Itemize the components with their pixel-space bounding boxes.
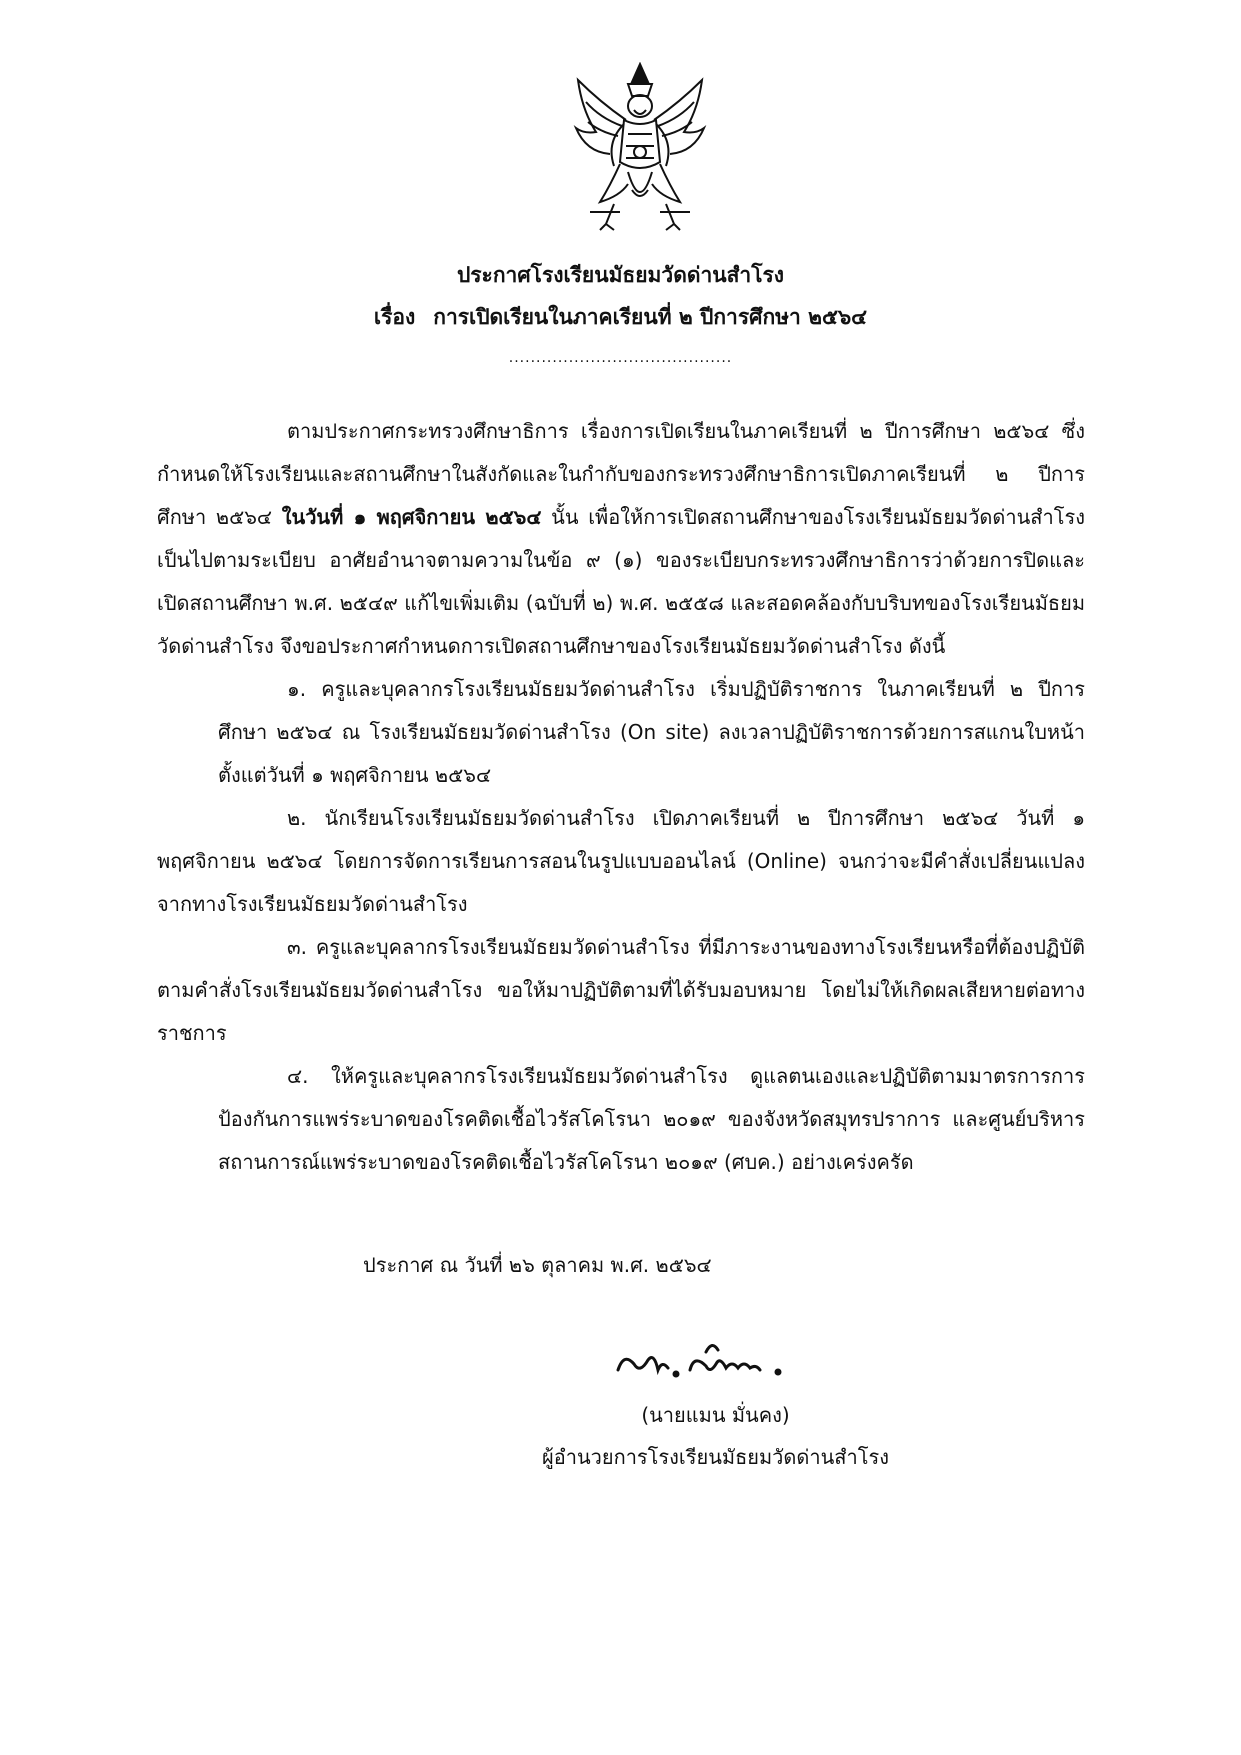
page-title: ประกาศโรงเรียนมัธยมวัดด่านสำโรง [456, 263, 785, 287]
item-number: ๓. [287, 935, 308, 959]
list-item-3 [157, 926, 1085, 1055]
preamble-part1: ตามประกาศกระทรวงศึกษาธิการ เรื่องการเปิดเรียนในภาคเรียนที่ ๒ ปีการศึกษา ๒๕๖๔ ซึ่งกำหนดให้โรงเรียนและสถานศึกษาในสังกัดและในกำกับของกระทรวงศึกษาธิการเปิดภาคเรียนที่ ๒ ปีการศึกษา ๒๕๖๔ [157, 419, 1085, 529]
item-text: ให้ครูและบุคลากรโรงเรียนมัธยมวัดด่านสำโรง ดูแลตนเองและปฏิบัติตามมาตรการการป้องกันการแพร่ระบาดของโรคติดเชื้อไวรัสโคโรนา ๒๐๑๙ ของจังหวัดสมุทรปราการ และศูนย์บริหารสถานการณ์แพร่ระบาดของโรคติดเชื้อไวรัสโคโรนา ๒๐๑๙ (ศบค.) อย่างเคร่งครัด [218, 1064, 1085, 1174]
announcement-body [157, 410, 1085, 1184]
signature-icon [610, 1330, 800, 1390]
list-item-1 [157, 668, 1085, 797]
garuda-emblem-icon [570, 62, 710, 234]
subject-line [0, 302, 1241, 332]
preamble-paragraph [157, 410, 1085, 668]
subject-label: เรื่อง [373, 305, 416, 329]
item-text: ครูและบุคลากรโรงเรียนมัธยมวัดด่านสำโรง ที่มีภาระงานของทางโรงเรียนหรือที่ต้องปฏิบัติตามคำสั่งโรงเรียนมัธยมวัดด่านสำโรง ขอให้มาปฏิบัติตามที่ได้รับมอบหมาย โดยไม่ให้เกิดผลเสียหายต่อทางราชการ [157, 935, 1086, 1045]
item-number: ๔. [287, 1064, 309, 1088]
signer-position: ผู้อำนวยการโรงเรียนมัธยมวัดด่านสำโรง [542, 1445, 889, 1469]
item-text: ครูและบุคลากรโรงเรียนมัธยมวัดด่านสำโรง เริ่มปฏิบัติราชการ ในภาคเรียนที่ ๒ ปีการศึกษา ๒๕๖๔ ณ โรงเรียนมัธยมวัดด่านสำโรง (On site) ลงเวลาปฏิบัติราชการด้วยการสแกนใบหน้า ตั้งแต่วันที่ ๑ พฤศจิกายน ๒๕๖๔ [218, 677, 1086, 787]
item-number: ๒. [287, 806, 307, 830]
subject-text: การเปิดเรียนในภาคเรียนที่ ๒ ปีการศึกษา ๒๕๖๔ [433, 305, 868, 329]
list-item-2 [157, 797, 1085, 926]
item-number: ๑. [287, 677, 307, 701]
item-text: นักเรียนโรงเรียนมัธยมวัดด่านสำโรง เปิดภาคเรียนที่ ๒ ปีการศึกษา ๒๕๖๔ วันที่ ๑ พฤศจิกายน ๒๕๖๔ โดยการจัดการเรียนการสอนในรูปแบบออนไลน์ (Online) จนกว่าจะมีคำสั่งเปลี่ยนแปลงจากทางโรงเรียนมัธยมวัดด่านสำโรง [157, 806, 1086, 916]
dotted-separator: ......................................... [508, 350, 733, 366]
preamble-part2: นั้น เพื่อให้การเปิดสถานศึกษาของโรงเรียนมัธยมวัดด่านสำโรงเป็นไปตามระเบียบ อาศัยอำนาจตามความในข้อ ๙ (๑) ของระเบียบกระทรวงศึกษาธิการว่าด้วยการปิดและเปิดสถานศึกษา พ.ศ. ๒๕๔๙ แก้ไขเพิ่มเติม (ฉบับที่ ๒) พ.ศ. ๒๕๕๘ และสอดคล้องกับบริบทของโรงเรียนมัธยมวัดด่านสำโรง จึงขอประกาศกำหนดการเปิดสถานศึกษาของโรงเรียนมัธยมวัดด่านสำโรง ดังนี้ [157, 505, 1085, 658]
signer-name: (นายแมน มั่นคง) [641, 1403, 790, 1427]
opening-date-bold: ในวันที่ ๑ พฤศจิกายน ๒๕๖๔ [281, 505, 542, 529]
announcement-date: ประกาศ ณ วันที่ ๒๖ ตุลาคม พ.ศ. ๒๕๖๔ [363, 1253, 712, 1277]
list-item-4 [157, 1055, 1085, 1184]
